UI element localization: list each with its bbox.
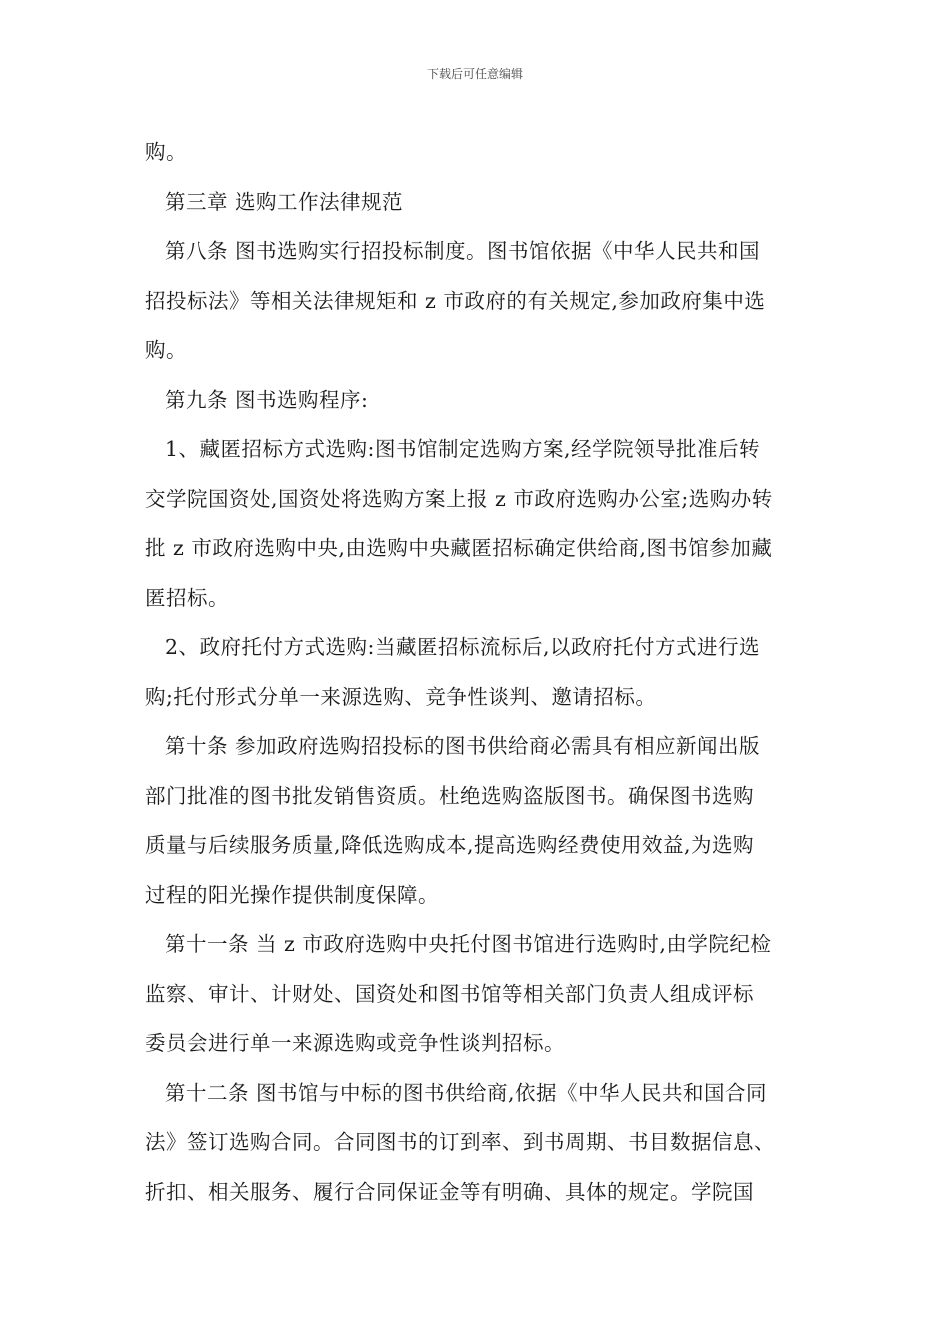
- text-line: 2、政府托付方式选购:当藏匿招标流标后,以政府托付方式进行选: [165, 635, 760, 659]
- document-body: [145, 128, 805, 1217]
- text-line: 第八条 图书选购实行招投标制度。图书馆依据《中华人民共和国: [165, 239, 761, 263]
- text-line: 购。: [145, 140, 187, 164]
- text-line: 批 z 市政府选购中央,由选购中央藏匿招标确定供给商,图书馆参加藏: [145, 536, 773, 560]
- text-line: 过程的阳光操作提供制度保障。: [145, 882, 439, 907]
- text-line: 招投标法》等相关法律规矩和 z 市政府的有关规定,参加政府集中选: [145, 288, 766, 313]
- text-line: 第十二条 图书馆与中标的图书供给商,依据《中华人民共和国合同: [165, 1080, 768, 1105]
- chapter-heading: 第三章 选购工作法律规范: [165, 189, 404, 214]
- text-line: 匿招标。: [145, 585, 229, 610]
- text-line: 监察、审计、计财处、国资处和图书馆等相关部门负责人组成评标: [145, 981, 754, 1006]
- text-line: 折扣、相关服务、履行合同保证金等有明确、具体的规定。学院国: [145, 1179, 754, 1204]
- text-line: 第十条 参加政府选购招投标的图书供给商必需具有相应新闻出版: [165, 734, 761, 758]
- text-line: 部门批准的图书批发销售资质。杜绝选购盗版图书。确保图书选购: [145, 783, 754, 808]
- text-line: 1、藏匿招标方式选购:图书馆制定选购方案,经学院领导批准后转: [165, 437, 760, 461]
- text-line: 购;托付形式分单一来源选购、竞争性谈判、邀请招标。: [145, 684, 657, 709]
- text-line: 第十一条 当 z 市政府选购中央托付图书馆进行选购时,由学院纪检: [165, 932, 772, 956]
- text-line: 第九条 图书选购程序:: [165, 387, 369, 412]
- text-line: 法》签订选购合同。合同图书的订到率、到书周期、书目数据信息、: [145, 1130, 775, 1154]
- text-line: 交学院国资处,国资处将选购方案上报 z 市政府选购办公室;选购办转: [145, 486, 773, 511]
- text-line: 质量与后续服务质量,降低选购成本,提高选购经费使用效益,为选购: [145, 833, 755, 857]
- page-header-note: 下载后可任意编辑: [426, 67, 523, 81]
- text-line: 委员会进行单一来源选购或竞争性谈判招标。: [145, 1031, 565, 1055]
- text-line: 购。: [145, 338, 187, 362]
